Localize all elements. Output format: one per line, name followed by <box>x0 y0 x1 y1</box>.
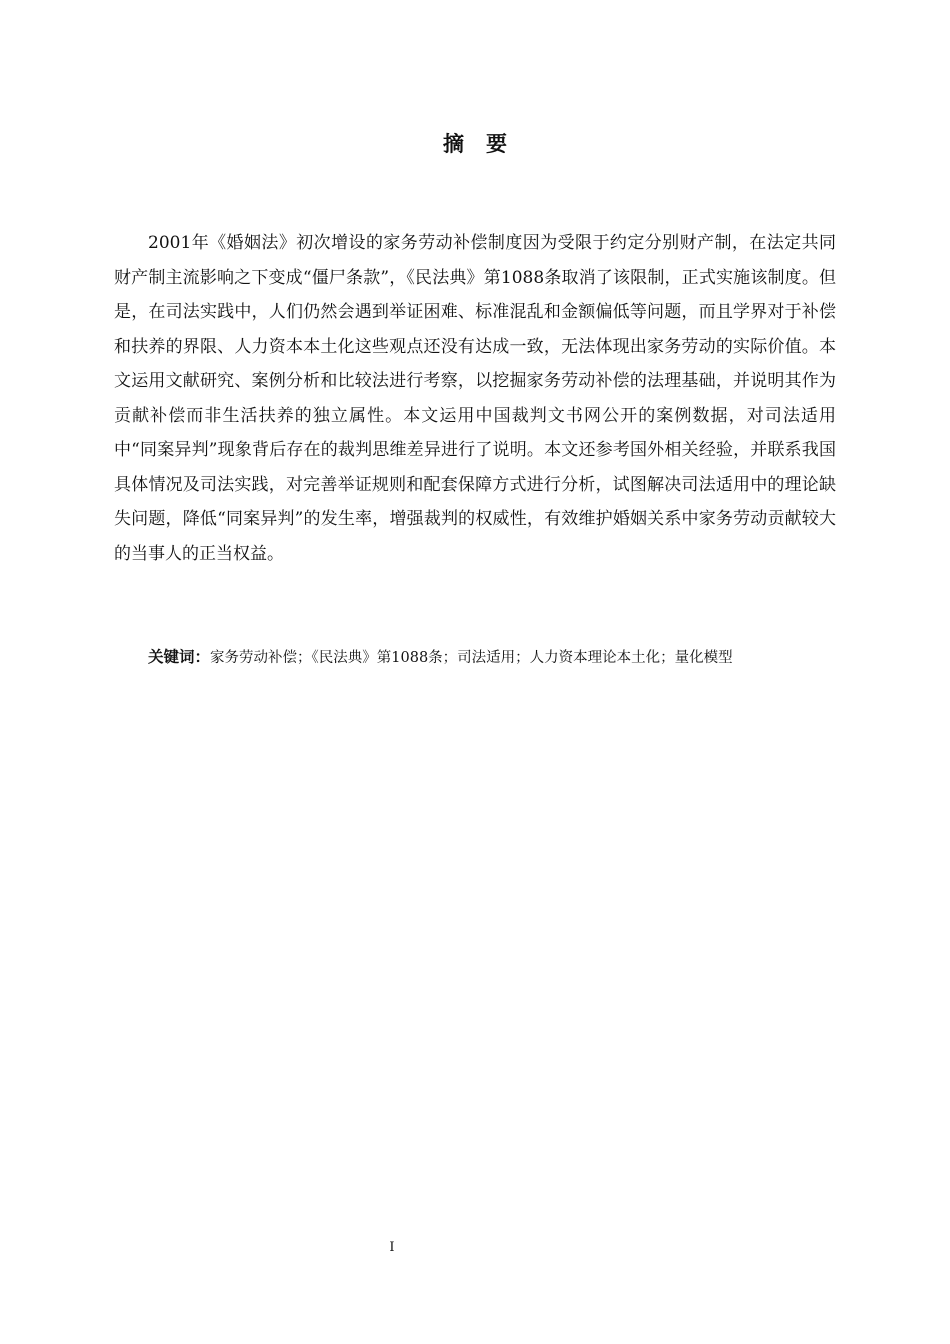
keywords-text: 家务劳动补偿；《民法典》第1088条；司法适用；人力资本理论本土化；量化模型 <box>210 650 733 666</box>
abstract-paragraph: 2001年《婚姻法》初次增设的家务劳动补偿制度因为受限于约定分别财产制，在法定共同财产制主流影响之下变成“僵尸条款”，《民法典》第1088条取消了该限制，正式实施该制度。但是，在司法实践中，人们仍然会遇到举证困难、标准混乱和金额偏低等问题，而且学界对于补偿和扶养的界限、人力资本本土化这些观点还没有达成一致，无法体现出家务劳动的实际价值。本文运用文献研究、案例分析和比较法进行考察，以挖掘家务劳动补偿的法理基础，并说明其作为贡献补偿而非生活扶养的独立属性。本文运用中国裁判文书网公开的案例数据，对司法适用中“同案异判”现象背后存在的裁判思维差异进行了说明。本文还参考国外相关经验，并联系我国具体情况及司法实践，对完善举证规则和配套保障方式进行分析，试图解决司法适用中的理论缺失问题，降低“同案异判”的发生率，增强裁判的权威性，有效维护婚姻关系中家务劳动贡献较大的当事人的正当权益。 <box>114 233 836 564</box>
page-title: 摘要 <box>443 132 529 156</box>
keywords-label: 关键词： <box>148 648 211 666</box>
keywords-line <box>148 643 848 672</box>
page-number: I <box>389 1240 395 1255</box>
